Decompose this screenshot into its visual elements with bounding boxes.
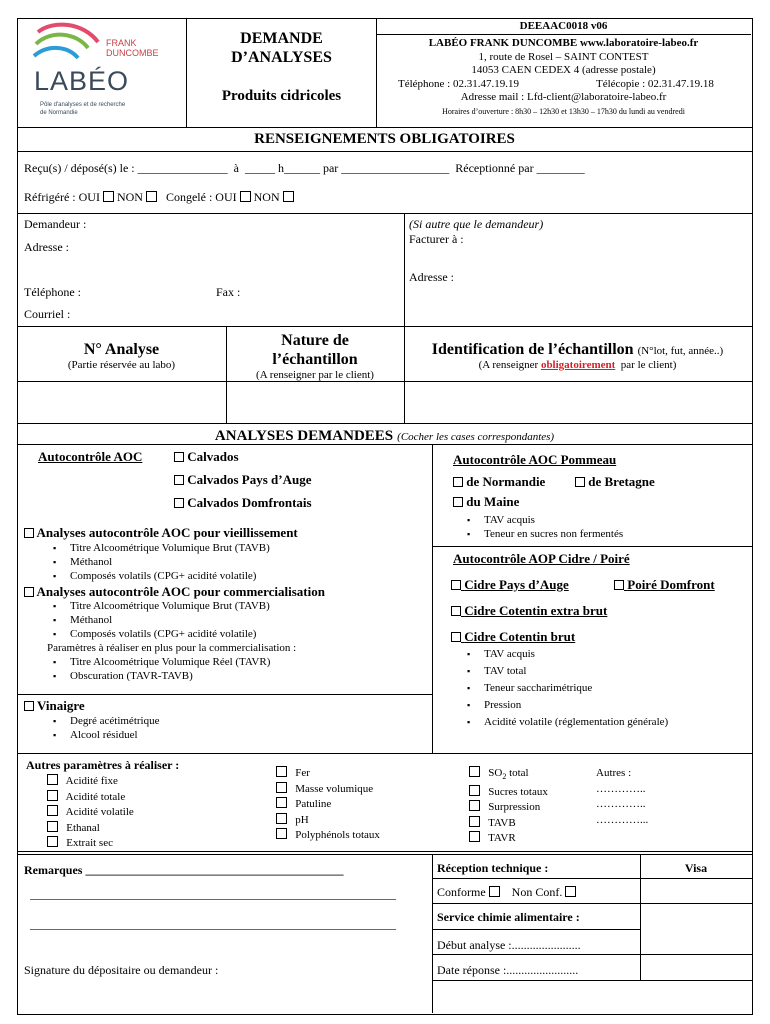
n-analyse-sub: (Partie réservée au labo) bbox=[67, 359, 176, 371]
fax-label[interactable]: Fax : bbox=[216, 285, 241, 299]
cidre-cotentin-brut-label: Cidre Cotentin brut bbox=[464, 629, 576, 644]
autres-col2 bbox=[276, 766, 380, 844]
checkbox[interactable] bbox=[47, 790, 58, 801]
autres-label: Masse volumique bbox=[295, 782, 374, 795]
lab-name: LABÉO FRANK DUNCOMBE www.laboratoire-labeo.fr bbox=[428, 37, 699, 49]
list-item: ▪ Alcool résiduel bbox=[70, 729, 138, 742]
pommeau-bretagne-option[interactable] bbox=[575, 474, 655, 490]
list-item: ▪ Méthanol bbox=[70, 614, 112, 627]
autres-item[interactable] bbox=[469, 766, 548, 785]
facturation-adresse-label[interactable]: Adresse : bbox=[409, 270, 454, 284]
n-analyse-header bbox=[17, 341, 226, 371]
logo-subtitle bbox=[40, 101, 125, 117]
checkbox[interactable] bbox=[469, 816, 480, 827]
divider bbox=[17, 151, 752, 152]
so2-suffix: total bbox=[506, 767, 529, 779]
nature-sub: (A renseigner par le client) bbox=[256, 369, 374, 381]
calvados-pays-auge-checkbox[interactable] bbox=[174, 475, 184, 485]
refrigere-non-label: NON bbox=[116, 190, 143, 204]
si-autre-note: (Si autre que le demandeur) bbox=[409, 217, 544, 231]
form-subtitle: Produits cidricoles bbox=[221, 88, 342, 104]
autres-label: TAVB bbox=[488, 816, 516, 829]
divider bbox=[432, 980, 752, 981]
list-item: ▪ Titre Alcoométrique Volumique Brut (TAVB) bbox=[70, 542, 270, 555]
refrigere-label: Réfrigéré : OUI bbox=[24, 190, 100, 204]
pommeau-normandie-label: de Normandie bbox=[466, 474, 546, 489]
cidre-cotentin-extra-checkbox[interactable] bbox=[451, 606, 461, 616]
vieillissement-checkbox[interactable] bbox=[24, 528, 34, 538]
identification-title: Identification de l’échantillon bbox=[431, 341, 634, 358]
divider bbox=[17, 694, 432, 695]
calvados-domfrontais-checkbox[interactable] bbox=[174, 498, 184, 508]
conforme-checkbox[interactable] bbox=[489, 886, 500, 897]
autres-item[interactable] bbox=[276, 782, 380, 798]
autres-item[interactable] bbox=[47, 836, 134, 852]
autres-item[interactable] bbox=[276, 766, 380, 782]
list-item: ▪ Composés volatils (CPG+ acidité volatile) bbox=[70, 570, 256, 583]
divider bbox=[17, 753, 752, 754]
autres-label: Fer bbox=[295, 767, 310, 779]
autres-dots[interactable]: …………... bbox=[596, 813, 649, 826]
date-reponse-field[interactable]: Date réponse :........................ bbox=[437, 963, 579, 977]
autres-col1 bbox=[47, 774, 134, 852]
pommeau-normandie-checkbox[interactable] bbox=[453, 477, 463, 487]
autres-dots[interactable]: ………….. bbox=[596, 798, 646, 810]
nature-header bbox=[226, 331, 404, 381]
signature-area[interactable] bbox=[18, 980, 431, 1012]
commercialisation-extra-label: Paramètres à réaliser en plus pour la commercialisation : bbox=[47, 642, 297, 654]
cidre-cotentin-extra-option[interactable] bbox=[451, 603, 607, 619]
divider bbox=[17, 444, 752, 445]
autres-item[interactable] bbox=[276, 797, 380, 813]
congele-label: Congelé : OUI bbox=[165, 190, 237, 204]
list-item: ▪ Titre Alcoométrique Volumique Brut (TAVB) bbox=[70, 600, 270, 613]
vieillissement-option[interactable] bbox=[24, 525, 298, 541]
checkbox[interactable] bbox=[276, 782, 287, 793]
divider bbox=[432, 878, 752, 879]
poire-domfront-option[interactable] bbox=[614, 577, 715, 593]
divider bbox=[17, 127, 752, 128]
list-item: ▪ Pression bbox=[484, 699, 521, 712]
pommeau-maine-checkbox[interactable] bbox=[453, 497, 463, 507]
checkbox[interactable] bbox=[469, 785, 480, 796]
analyses-title: ANALYSES DEMANDEES bbox=[214, 428, 394, 444]
lab-phone-row bbox=[376, 78, 751, 92]
autres-label: Acidité totale bbox=[65, 790, 126, 803]
courriel-label[interactable]: Courriel : bbox=[24, 307, 71, 321]
calvados-option[interactable] bbox=[174, 449, 239, 465]
cidre-cotentin-brut-checkbox[interactable] bbox=[451, 632, 461, 642]
reception-label: Réception technique : bbox=[437, 861, 549, 875]
list-item: ▪ TAV acquis bbox=[484, 514, 535, 527]
ident-sub-c: par le client) bbox=[615, 359, 677, 371]
vinaigre-checkbox[interactable] bbox=[24, 701, 34, 711]
autres-title: Autres paramètres à réaliser : bbox=[26, 758, 180, 772]
autres-label: Polyphénols totaux bbox=[295, 829, 380, 841]
pommeau-bretagne-checkbox[interactable] bbox=[575, 477, 585, 487]
list-item: ▪ Acidité volatile (réglementation générale) bbox=[484, 716, 668, 729]
autres-label: Extrait sec bbox=[66, 837, 113, 849]
aoc-title: Autocontrôle AOC bbox=[38, 449, 143, 464]
calvados-checkbox[interactable] bbox=[174, 452, 184, 462]
calvados-pays-auge-option[interactable] bbox=[174, 472, 312, 488]
autres-col3 bbox=[469, 766, 548, 847]
n-analyse-title: N° Analyse bbox=[83, 341, 160, 358]
autres-item[interactable] bbox=[469, 785, 548, 801]
divider bbox=[17, 423, 752, 424]
logo-sub2: de Normandie bbox=[40, 110, 78, 116]
n-analyse-cell[interactable] bbox=[18, 382, 225, 422]
list-item: ▪ Degré acétimétrique bbox=[70, 715, 159, 728]
checkbox[interactable] bbox=[276, 766, 287, 777]
lab-phone: Téléphone : 02.31.47.19.19 bbox=[398, 77, 519, 90]
debut-analyse-field[interactable]: Début analyse :....................... bbox=[437, 938, 581, 952]
calvados-domfrontais-option[interactable] bbox=[174, 495, 312, 511]
ident-sub-a: (A renseigner bbox=[478, 359, 541, 371]
checkbox[interactable] bbox=[47, 836, 58, 847]
checkbox[interactable] bbox=[469, 831, 480, 842]
checkbox[interactable] bbox=[47, 805, 58, 816]
pommeau-maine-option[interactable] bbox=[453, 494, 519, 510]
commercialisation-checkbox[interactable] bbox=[24, 587, 34, 597]
ident-sub-obligatoirement: obligatoirement bbox=[540, 359, 616, 371]
autres-label: Sucres totaux bbox=[488, 785, 548, 798]
cidre-pays-auge-checkbox[interactable] bbox=[451, 580, 461, 590]
vieillissement-label: Analyses autocontrôle AOC pour vieillissement bbox=[36, 525, 298, 540]
non-conf-label: Non Conf. bbox=[511, 885, 563, 899]
demandeur-label[interactable]: Demandeur : bbox=[24, 217, 87, 231]
autres-item[interactable] bbox=[469, 800, 548, 816]
list-item: ▪ Titre Alcoométrique Volumique Réel (TAVR) bbox=[70, 656, 270, 669]
analyses-title-note: (Cocher les cases correspondantes) bbox=[397, 431, 555, 443]
calvados-label: Calvados bbox=[187, 449, 239, 464]
divider bbox=[17, 213, 752, 214]
divider bbox=[432, 444, 433, 753]
conforme-label: Conforme bbox=[437, 885, 486, 899]
checkbox[interactable] bbox=[47, 821, 58, 832]
divider bbox=[404, 213, 405, 326]
cidre-cotentin-brut-option[interactable] bbox=[451, 629, 575, 645]
commercialisation-option[interactable] bbox=[24, 584, 325, 600]
title-line1: DEMANDE bbox=[240, 30, 323, 47]
autres-free-fields[interactable] bbox=[596, 766, 648, 828]
adresse-label[interactable]: Adresse : bbox=[24, 240, 69, 254]
lab-contact-block bbox=[376, 37, 751, 118]
analyses-title-row bbox=[17, 427, 752, 445]
autres-item[interactable] bbox=[47, 790, 134, 806]
checkbox[interactable] bbox=[276, 828, 287, 839]
autres-item[interactable] bbox=[276, 813, 380, 829]
pommeau-normandie-option[interactable] bbox=[453, 474, 545, 490]
form-title bbox=[187, 29, 376, 67]
divider bbox=[17, 854, 752, 855]
autres-label: Patuline bbox=[295, 798, 332, 810]
autres-item[interactable] bbox=[276, 828, 380, 844]
poire-domfront-checkbox[interactable] bbox=[614, 580, 624, 590]
vinaigre-option[interactable] bbox=[24, 698, 85, 714]
congele-non-label: NON bbox=[253, 190, 280, 204]
telephone-label[interactable]: Téléphone : bbox=[24, 285, 81, 299]
facturer-label[interactable]: Facturer à : bbox=[409, 232, 464, 246]
remarques-line[interactable]: _____________________________________________________________ bbox=[30, 917, 396, 931]
divider bbox=[432, 903, 752, 904]
lab-address1: 1, route de Rosel – SAINT CONTEST bbox=[478, 50, 649, 63]
checkbox[interactable] bbox=[276, 797, 287, 808]
logo-name: LABÉO bbox=[34, 66, 130, 96]
cidre-title: Autocontrôle AOP Cidre / Poiré bbox=[453, 551, 630, 566]
checkbox[interactable] bbox=[47, 774, 58, 785]
cidre-pays-auge-option[interactable] bbox=[451, 577, 569, 593]
nature-line1: Nature de bbox=[281, 332, 349, 349]
signature-label: Signature du dépositaire ou demandeur : bbox=[24, 963, 219, 977]
identification-note: (N°lot, fut, année..) bbox=[637, 345, 724, 357]
commercialisation-label: Analyses autocontrôle AOC pour commercialisation bbox=[36, 584, 325, 599]
autres-label: Surpression bbox=[488, 801, 541, 814]
lab-fax: Télécopie : 02.31.47.19.18 bbox=[596, 77, 714, 90]
autres-label: Acidité volatile bbox=[65, 806, 134, 818]
divider bbox=[432, 929, 640, 930]
autres-dots[interactable]: ………….. bbox=[596, 782, 646, 795]
remarques-line[interactable]: _____________________________________________________________ bbox=[30, 887, 396, 901]
lab-hours: Horaires d’ouverture : 8h30 – 12h30 et 13h30 – 17h30 du lundi au vendredi bbox=[442, 106, 685, 116]
divider bbox=[17, 326, 752, 327]
list-item: ▪ Méthanol bbox=[70, 556, 112, 569]
vinaigre-label: Vinaigre bbox=[37, 698, 85, 713]
remarques-label: Remarques ___________________________________________ bbox=[24, 863, 344, 877]
refrigere-oui-checkbox[interactable] bbox=[103, 191, 114, 202]
identification-header bbox=[404, 341, 751, 371]
congele-non-checkbox[interactable] bbox=[283, 191, 294, 202]
pommeau-maine-label: du Maine bbox=[466, 494, 520, 509]
lab-address2: 14053 CAEN CEDEX 4 (adresse postale) bbox=[471, 64, 656, 76]
autres-item[interactable] bbox=[47, 805, 134, 821]
checkbox[interactable] bbox=[276, 813, 287, 824]
list-item: ▪ Teneur en sucres non fermentés bbox=[484, 528, 623, 541]
so2-label: SO bbox=[488, 767, 503, 779]
reception-line: Reçu(s) / déposé(s) le : _______________ à _____ h______ par __________________ Réceptionné par ________ bbox=[24, 161, 585, 175]
logo-brand bbox=[106, 38, 159, 58]
non-conf-checkbox[interactable] bbox=[565, 886, 576, 897]
calvados-pays-auge-label: Calvados Pays d’Auge bbox=[187, 472, 312, 487]
nature-cell[interactable] bbox=[227, 382, 403, 422]
poire-domfront-label: Poiré Domfront bbox=[627, 577, 715, 592]
autres-label: Ethanal bbox=[66, 821, 100, 834]
autres-item[interactable] bbox=[47, 821, 134, 837]
logo-sub1: Pôle d'analyses et de recherche bbox=[40, 102, 126, 108]
autres-label: Acidité fixe bbox=[65, 775, 118, 787]
list-item: ▪ TAV total bbox=[484, 665, 526, 678]
cidre-pays-auge-label: Cidre Pays d’Auge bbox=[464, 577, 569, 592]
nature-line2: l’échantillon bbox=[272, 351, 358, 368]
visa-label: Visa bbox=[684, 861, 708, 875]
cidre-cotentin-extra-label: Cidre Cotentin extra brut bbox=[464, 603, 608, 618]
remarques-row[interactable] bbox=[24, 863, 343, 878]
list-item: ▪ Teneur saccharimétrique bbox=[484, 682, 592, 695]
storage-row bbox=[24, 190, 294, 205]
autres-item[interactable] bbox=[469, 831, 548, 847]
logo-brand-line1: FRANK bbox=[106, 38, 137, 48]
divider bbox=[376, 34, 751, 35]
divider bbox=[17, 851, 752, 852]
list-item: ▪ Composés volatils (CPG+ acidité volatile) bbox=[70, 628, 256, 641]
conformity-row bbox=[437, 885, 576, 900]
section-title-renseignements: RENSEIGNEMENTS OBLIGATOIRES bbox=[254, 131, 515, 147]
title-line2: D’ANALYSES bbox=[231, 49, 332, 66]
calvados-domfrontais-label: Calvados Domfrontais bbox=[187, 495, 312, 510]
autres-item[interactable] bbox=[469, 816, 548, 832]
pommeau-bretagne-label: de Bretagne bbox=[588, 474, 655, 489]
logo-brand-line2: DUNCOMBE bbox=[106, 48, 159, 58]
congele-oui-checkbox[interactable] bbox=[240, 191, 251, 202]
service-label: Service chimie alimentaire : bbox=[437, 910, 580, 924]
document-code: DEEAAC0018 v06 bbox=[519, 20, 608, 32]
checkbox[interactable] bbox=[469, 766, 480, 777]
so2-sub: 2 bbox=[502, 772, 507, 782]
identification-cell[interactable] bbox=[405, 382, 750, 422]
list-item: ▪ Obscuration (TAVR-TAVB) bbox=[70, 670, 193, 683]
divider bbox=[432, 954, 752, 955]
lab-email: Adresse mail : Lfd-client@laboratoire-labeo.fr bbox=[460, 91, 667, 103]
autres-free-label: Autres : bbox=[596, 767, 632, 779]
autres-label: TAVR bbox=[488, 832, 516, 845]
pommeau-title: Autocontrôle AOC Pommeau bbox=[453, 452, 617, 467]
labeo-logo-swoosh-icon bbox=[28, 22, 108, 72]
autres-item[interactable] bbox=[47, 774, 134, 790]
refrigere-non-checkbox[interactable] bbox=[146, 191, 157, 202]
divider bbox=[432, 546, 752, 547]
checkbox[interactable] bbox=[469, 800, 480, 811]
autres-label: pH bbox=[295, 813, 309, 826]
list-item: ▪ TAV acquis bbox=[484, 648, 535, 661]
